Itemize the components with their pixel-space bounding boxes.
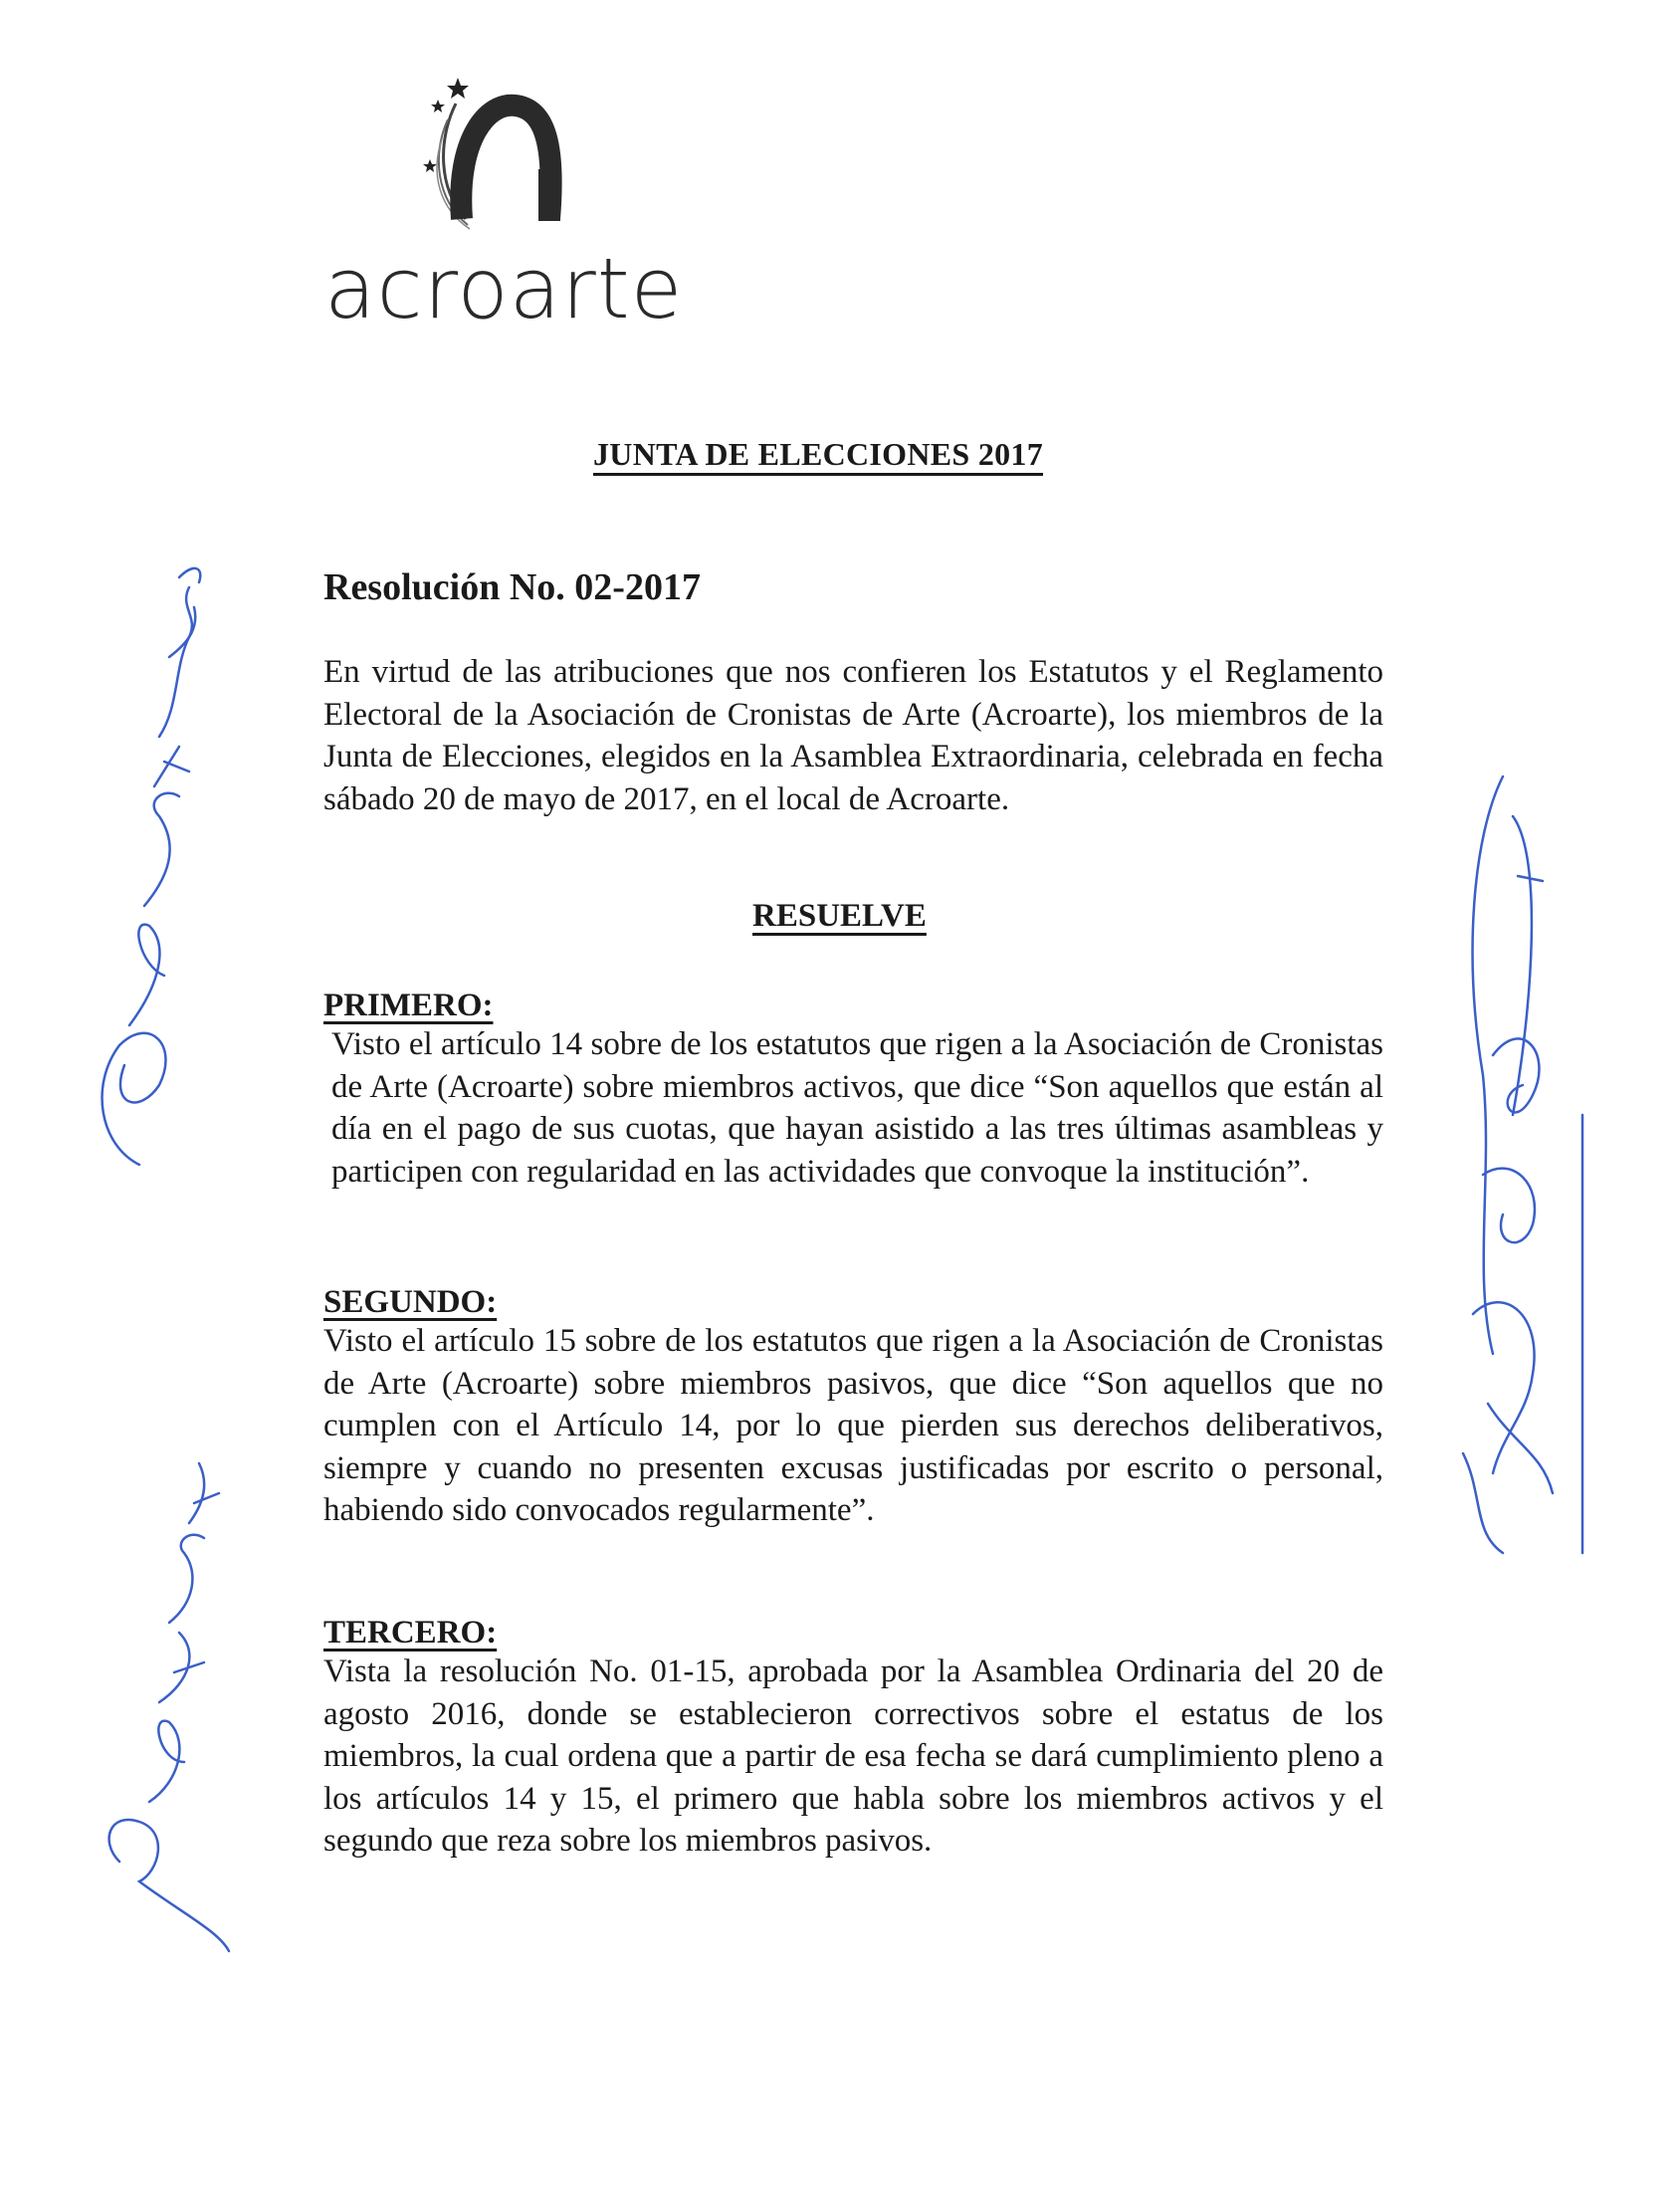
signature-left-lower	[80, 1443, 239, 1961]
section-text-primero: Visto el artículo 14 sobre de los estatutos que rigen a la Asociación de Cronistas de Arte (Acroarte) sobre miembros activos, que dice “Son aquellos que están al día en el pago de sus cuotas, que hayan asistido a las tres últimas asambleas y participen con regularidad en las actividades que convoque la institución”.	[331, 1026, 1383, 1190]
intro-paragraph: En virtud de las atribuciones que nos confieren los Estatutos y el Reglamento Electoral de la Asociación de Cronistas de Arte (Acroarte), los miembros de la Junta de Elecciones, elegidos en la Asamblea Extraordinaria, celebrada en fecha sábado 20 de mayo de 2017, en el local de Acroarte.	[323, 654, 1383, 817]
section-heading-tercero: TERCERO:	[323, 1615, 498, 1651]
acroarte-logo-icon	[398, 60, 577, 249]
section-heading-primero: PRIMERO:	[323, 988, 494, 1023]
document-title: JUNTA DE ELECCIONES 2017	[593, 436, 1044, 472]
section-heading-segundo: SEGUNDO:	[323, 1284, 498, 1320]
logo-wordmark: acroarte	[324, 240, 684, 337]
resolution-number: Resolución No. 02-2017	[323, 566, 701, 608]
acroarte-logo	[318, 60, 684, 338]
resuelve-heading: RESUELVE	[752, 898, 927, 934]
section-text-segundo: Visto el artículo 15 sobre de los estatutos que rigen a la Asociación de Cronistas de Arte (Acroarte) sobre miembros pasivos, que dice “Son aquellos que no cumplen con el Artículo 14, por lo que pierden sus derechos deliberativos, siempre y cuando no presenten excusas justificadas por escrito o personal, habiendo sido convocados regularmente”.	[323, 1323, 1383, 1528]
section-text-tercero: Vista la resolución No. 01-15, aprobada por la Asamblea Ordinaria del 20 de agosto 2016, donde se establecieron correctivos sobre el estatus de los miembros, la cual ordena que a partir de esa fecha se dará cumplimiento pleno a los artículos 14 y 15, el primero que habla sobre los miembros activos y el segundo que reza sobre los miembros pasivos.	[323, 1653, 1383, 1859]
signature-right	[1433, 757, 1612, 1573]
signature-left-upper	[70, 548, 209, 1185]
